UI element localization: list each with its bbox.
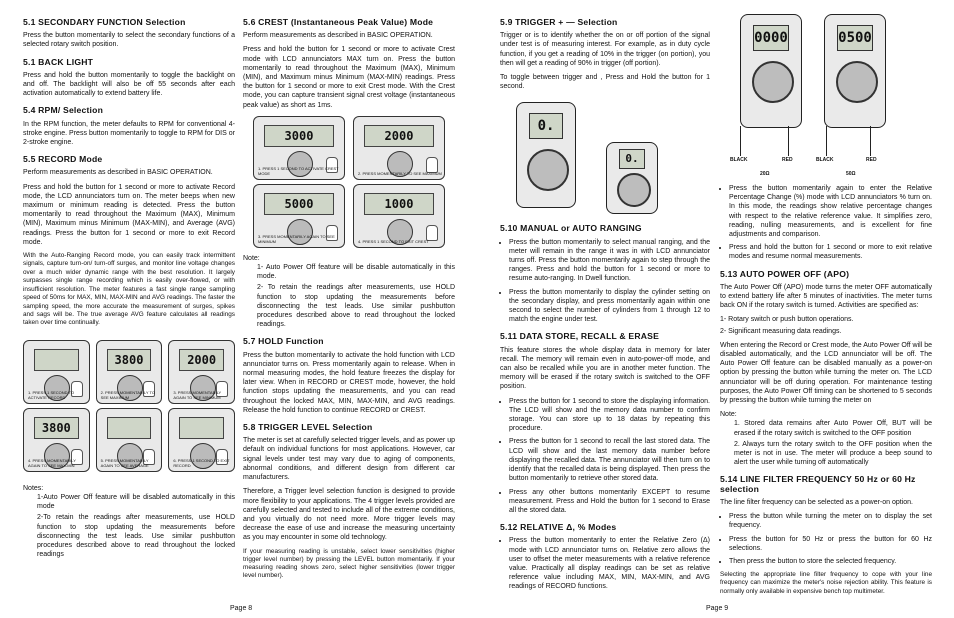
bullet-list — [500, 238, 710, 325]
bullet-list — [720, 184, 932, 262]
note: 2-To retain the readings after measurements, use HOLD function to stop updating the measurements before disconnecting the test leads. Use similar pushbutton procedures described above to read throughout the locked readings — [37, 514, 235, 559]
trigger-diagram — [500, 96, 710, 216]
list-item: • Press the button momentarily to select manual ranging, and the meter will remain in the range it was in with LCD annunciator turns off. Press the button momentarily again to step through the ranges. Press and hold the button for 1 second or more to resume auto-ranging. In Dwell function. — [509, 238, 710, 284]
dial-icon — [836, 61, 878, 103]
middle-left-column — [243, 14, 455, 585]
relative-diagram — [720, 14, 932, 184]
figure-caption: 6. PRESS 1 SECOND TO EXIT RECORD — [173, 457, 230, 468]
probe-label: RED — [782, 157, 793, 163]
list-item: • Press the button momentarily to display the cylinder setting on the secondary display, and press momentarily again within one second to select the number of cylinders from 1 through 12 to match the engine under test. — [509, 288, 710, 325]
bullet-list — [720, 512, 932, 566]
lcd-reading: 0. — [529, 113, 563, 139]
list-item: • Press and hold the button for 1 second or more to exit relative modes and resume normal measurements. — [729, 243, 932, 261]
paragraph: The line filter frequency can be selected as a power-on option. — [720, 498, 914, 506]
lcd-reading: 3800 — [34, 417, 79, 439]
section-title: 5.13 AUTO POWER OFF (APO) — [720, 268, 850, 279]
lcd-reading: 3800 — [107, 349, 152, 371]
paragraph: Therefore, a Trigger level selection function is designed to provide more flexibility to your applications. The 4 trigger levels provided are carefully selected and tested to include all of the extreme conditions, and you virtually do not need more. More trigger levels may decrease the ease of use and increase the measuring uncertainty as you may encounter in some old technology. — [243, 488, 455, 542]
meter-illustration — [253, 116, 345, 180]
note: 2- To retain the readings after measurements, use HOLD function to stop updating the measurements before disconnecting the test leads. Use similar pushbutton procedures described above to read throughout the locked readings. — [257, 284, 455, 329]
list-item: • Press the button momentarily again to enter the Relative Percentage Change (%) mode with LCD annunciators % turn on. In this mode, the readings show relative percentage changes with respect to the relative reference value. It simplifies zero, reading, nulling measurements, and is excellent for fine adjustments and comparison. — [729, 184, 932, 239]
meter-illustration — [96, 408, 163, 472]
list-item: • Press the button momentarily to enter the Relative Zero (Δ) mode with LCD annunciator turns on. Relative zero allows the user to offset the meter measurements with a relative reference value. Practically all display readings can be set as relative reference value including MAX, MIN, MAX-MIN, and AVG readings of RECORD functions. — [509, 536, 710, 591]
section-title: 5.7 HOLD Function — [243, 336, 324, 347]
note: 1-Auto Power Off feature will be disabled automatically in this mode — [37, 493, 235, 511]
meter-illustration — [516, 102, 576, 208]
lcd-reading: 2000 — [179, 349, 224, 371]
test-lead — [826, 126, 827, 156]
resistor-label: 50Ω — [846, 171, 856, 177]
lcd-reading: 0. — [619, 149, 645, 169]
section-title: 5.12 RELATIVE Δ, % Modes — [500, 522, 617, 533]
lcd-reading — [179, 417, 224, 439]
lcd-reading: 2000 — [364, 125, 434, 147]
list-item: • Press the button while turning the meter on to display the set frequency. — [729, 512, 932, 530]
figure-caption: 1. PRESS 1 SECOND TO ACTIVATE RECORD — [28, 389, 75, 400]
resistor-label: 20Ω — [760, 171, 770, 177]
paragraph: Press the button momentarily to select the secondary functions of a selected rotary switch position. — [23, 32, 235, 49]
figure-caption: 3. PRESS MOMENTARILY AGAIN TO SEE MINIMUM — [173, 389, 222, 400]
dial-icon — [752, 61, 794, 103]
figure-caption: 4. PRESS MOMENTARILY AGAIN TO SEE MAX-MIN — [28, 457, 76, 468]
section-title: 5.14 LINE FILTER FREQUENCY 50 Hz or 60 Hz selection — [720, 474, 916, 494]
section-title: 5.5 RECORD Mode — [23, 154, 103, 165]
notes-label: Notes: — [23, 484, 44, 492]
meter-illustration — [353, 184, 445, 248]
paragraph: The meter is set at carefully selected trigger levels, and as power up default on individual functions for most applications. However, car signal levels under test may vary due to aging of components, abnormal conditions, and different design from different car manufacturers. — [243, 437, 455, 482]
paragraph: With the Auto-Ranging Record mode, you can easily track intermittent signals, capture turn-on/ turn-off surges, and monitor line voltage changes over a much wider dynamic range with the best resolution. It largely surpasses single range recording which is easily over-flowed, or with insufficient resolution. The meter features a fast single range sampling speed of 50ms for MAX, MIN, MAX-MIN and AVG readings. The faster the sampling speed, the more accurate the measurement of surges, spikes and sags will be. The true average AVG feature calculates all readings taken over time continually. — [23, 252, 235, 327]
right-column — [720, 14, 932, 601]
list-item: • Press any other buttons momentarily EXCEPT to resume measurement. Press and Hold the button for 1 second to Erase all the stored data. — [509, 488, 710, 516]
section-title: 5.6 CREST (Instantaneous Peak Value) Mode — [243, 17, 434, 27]
meter-illustration — [824, 14, 886, 128]
section-title: 5.8 TRIGGER LEVEL Selection — [243, 422, 373, 433]
dial-icon — [527, 149, 569, 191]
probe-label: BLACK — [730, 157, 748, 163]
list-item: • Then press the button to store the selected frequency. — [729, 557, 932, 566]
note: 1- Auto Power Off feature will be disable automatically in this mode. — [257, 264, 455, 281]
meter-illustration — [168, 408, 235, 472]
paragraph: In the RPM function, the meter defaults to RPM for conventional 4-stroke engine. Press button momentarily to toggle to RPM for DIS or 2-stroke engine. — [23, 120, 235, 147]
dial-icon — [617, 173, 651, 207]
meter-illustration — [253, 184, 345, 248]
list-item: 1- Rotary switch or push button operations. — [720, 316, 854, 324]
paragraph: Perform measurements as described in BASIC OPERATION. — [243, 32, 433, 40]
probe-label: BLACK — [816, 157, 834, 163]
paragraph: Press and hold the button momentarily to toggle the backlight on and off. The backlight will also be off 55 seconds after each activation automatically to extend battery life. — [23, 71, 235, 98]
left-column — [23, 14, 235, 564]
lcd-reading — [107, 417, 152, 439]
lcd-reading: 5000 — [264, 193, 334, 215]
meter-illustration — [23, 340, 90, 404]
paragraph: Press the button momentarily to activate the hold function with LCD annunciator turns on. Press momentarily again to release. When in normal measuring modes, the hold feature freezes the display for later view. When in RECORD or CREST mode, however, the hold function stops updating the measurements, and you can read throughout the locked MAX, MIN, MAX-MIN, and AVG readings. Release the hold function to continue RECORD or CREST. — [243, 351, 455, 414]
figure-caption: 1. PRESS 1 SECOND TO ACTIVATE CREST MODE — [258, 165, 339, 176]
meter-illustration — [740, 14, 802, 128]
meter-illustration — [606, 142, 658, 214]
paragraph: Press and hold the button for 1 second or more to activate Crest mode with LCD annunciators MAX turn on. Press the button momentarily to read throughout the Maximum (MAX), Minimum (MIN), and Maximum minus Minimum (MAX-MIN) readings. Press the button for 1 second or more to exit Crest mode. With the Crest mode, you can capture transient signal crest voltage (instantaneous peak value) as short as 1ms. — [243, 46, 455, 109]
note-label: Note: — [243, 254, 260, 262]
list-item: • Press the button for 50 Hz or press the button for 60 Hz selections. — [729, 535, 932, 553]
figure-caption: 2. PRESS MOMENTARILY TO SEE MAXIMUM — [358, 170, 442, 176]
paragraph: If your measuring reading is unstable, select lower sensitivities (higher trigger level number) by pressing the LEVEL button momentarily. If your measuring reading shows zero, select higher sensitivities (lower trigger level number). — [243, 547, 455, 580]
paragraph: When entering the Record or Crest mode, the Auto Power Off will be disabled automatically, and the LCD annunciator will be off. The Auto Power Off feature can be disabled manually as a power-on option by pressing the button while turning the meter on. The LCD annunciator will be off during operation. For maintenance testing purposes, the Auto Power Off timing can be shortened to 5 seconds by pressing the button while turning the meter on — [720, 341, 932, 405]
test-lead — [740, 126, 741, 156]
meter-illustration — [168, 340, 235, 404]
paragraph: Selecting the appropriate line filter frequency to cope with your line frequency can maximize the meter's noise rejection ability. This feature is normally only available in expensive bench top multimeter. — [720, 571, 932, 595]
figure-caption: 2. PRESS MOMENTARILY TO SEE MAXIMUM — [100, 389, 155, 400]
section-title: 5.10 MANUAL or AUTO RANGING — [500, 223, 642, 234]
figure-caption: 3. PRESS MOMENTARILY AGAIN TO SEE MINIMUM — [258, 233, 335, 244]
note: 2. Always turn the rotary switch to the OFF position when the meter is not in use. The meter will produce a beep sound to alert the user while turning off automatically — [734, 440, 932, 467]
paragraph: Press and hold the button for 1 second or more to activate Record mode, the LCD annunciators turn on. The meter beeps when new maximum or minimum reading is detected. Press the button momentarily to read throughout the Maximum (MAX), Minimum (MIN), Maximum minus Minimum (MAX-MIN), and Average (AVG) readings. Press the button for 1 second or more to exit Record mode. — [23, 183, 235, 246]
crest-mode-figure — [253, 116, 445, 248]
lcd-reading: 3000 — [264, 125, 334, 147]
section-title: 5.9 TRIGGER + — Selection — [500, 17, 618, 27]
page-number: Page 8 — [230, 605, 253, 612]
lcd-reading: 1000 — [364, 193, 434, 215]
paragraph: The Auto Power Off (APO) mode turns the meter OFF automatically to extend battery life after 5 minutes of inactivities. The meter turns back ON if the rotary switch is turned. Activities are specified as: — [720, 283, 932, 310]
paragraph: This feature stores the whole display data in memory for later recall. The memory will remain even in auto-power-off mode, and can also be recalled while you are in another meter function. The memory will be erased if the rotary switch is switched to the OFF position. — [500, 346, 710, 391]
meter-illustration — [353, 116, 445, 180]
note: 1. Stored data remains after Auto Power Off, BUT will be erased if the rotary switch is switched to the OFF position — [734, 420, 932, 437]
paragraph: Perform measurements as described in BASIC OPERATION. — [23, 169, 213, 177]
lcd-reading — [34, 349, 79, 371]
lcd-reading: 0500 — [837, 25, 873, 51]
figure-caption: 4. PRESS 1 SECOND TO EXIT CREST — [358, 238, 429, 244]
test-lead — [788, 126, 789, 156]
lcd-reading: 0000 — [753, 25, 789, 51]
test-lead — [870, 126, 871, 156]
list-item: • Press the button for 1 second to recall the last stored data. The LCD will show and the last memory data number before displaying the recalled data. The annunciator will then turn on to identify that the recalled data is being displayed. Then press the button momentarily to retrieve other stored data. — [509, 437, 710, 483]
section-title: 5.4 RPM/ Selection — [23, 105, 104, 116]
paragraph: To toggle between trigger and , Press and Hold the button for 1 second. — [500, 74, 710, 91]
probe-label: RED — [866, 157, 877, 163]
meter-illustration — [23, 408, 90, 472]
section-title: 5.1 SECONDARY FUNCTION Selection — [23, 17, 186, 27]
note-label: Note: — [720, 411, 737, 419]
middle-right-column — [500, 14, 710, 597]
record-mode-figure — [23, 340, 235, 472]
list-item: • Press the button for 1 second to store the displaying information. The LCD will show and the memory data number to confirm storage. You can store up to 18 datas by repeating this procedure. — [509, 397, 710, 434]
meter-illustration — [96, 340, 163, 404]
list-item: 2- Significant measuring data readings. — [720, 327, 842, 335]
paragraph: Trigger or is to identify whether the on or off portion of the signal under test is of measuring interest. For example, as in duty cycle function, if you get a reading of 10% in the trigger (on portion), you then will get a reading of 90% in trigger (off portion). — [500, 32, 710, 67]
bullet-list — [500, 536, 710, 591]
page-number: Page 9 — [706, 605, 729, 612]
section-title: 5.1 BACK LIGHT — [23, 56, 94, 67]
figure-caption: 5. PRESS MOMENTARILY AGAIN TO SEE AVERAGE — [100, 457, 149, 468]
section-title: 5.11 DATA STORE, RECALL & ERASE — [500, 331, 660, 342]
bullet-list — [500, 397, 710, 515]
